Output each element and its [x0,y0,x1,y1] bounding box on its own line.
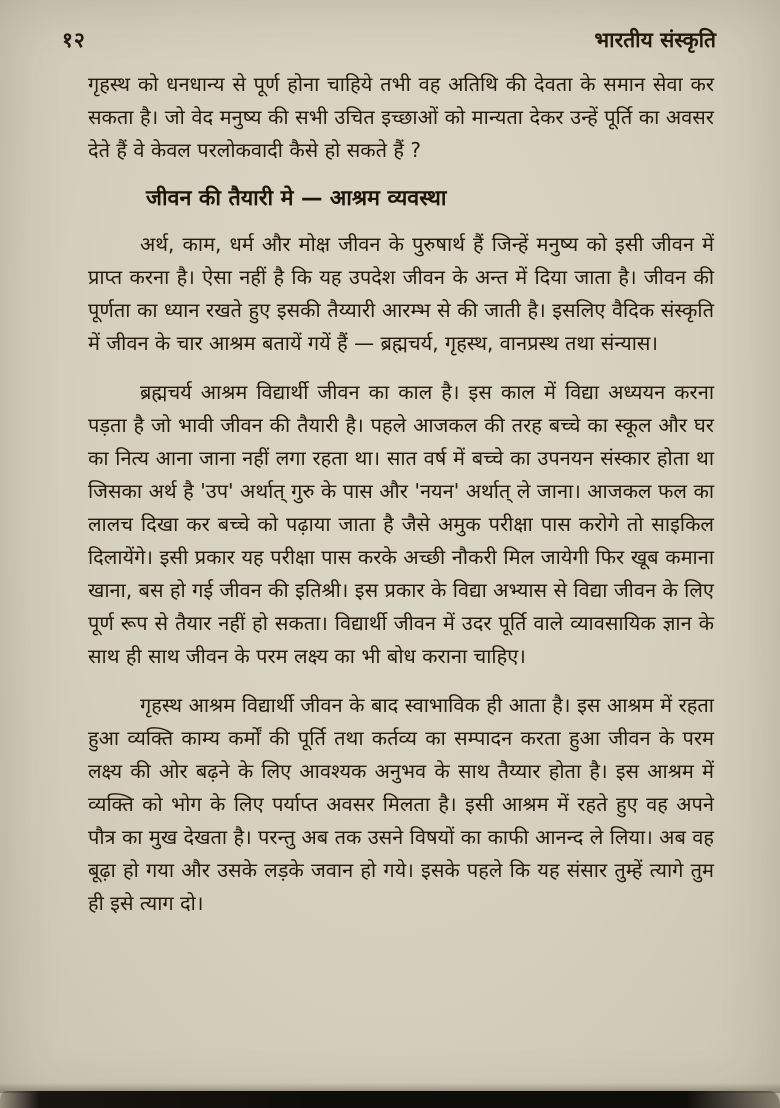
paragraph-2: अर्थ, काम, धर्म और मोक्ष जीवन के पुरुषार्थ हैं जिन्हें मनुष्य को इसी जीवन में प्राप्त करना है। ऐसा नहीं है कि यह उपदेश जीवन के अन्त में दिया जाता है। जीवन की पूर्णता का ध्यान रखते हुए इसकी तैय्यारी आरम्भ से की जाती है। इसलिए वैदिक संस्कृति में जीवन के चार आश्रम बतायें गयें हैं — ब्रह्मचर्य, गृहस्थ, वानप्रस्थ तथा संन्यास। [88,232,714,355]
paragraph-3: ब्रह्मचर्य आश्रम विद्यार्थी जीवन का काल है। इस काल में विद्या अध्ययन करना पड़ता है जो भावी जीवन की तैयारी है। पहले आजकल की तरह बच्चे का स्कूल और घर का नित्य आना जाना नहीं लगा रहता था। सात वर्ष में बच्चे का उपनयन संस्कार होता था जिसका अर्थ है 'उप' अर्थात् गुरु के पास और 'नयन' अर्थात् ले जाना। आजकल फल का लालच दिखा कर बच्चे को पढ़ाया जाता है जैसे अमुक परीक्षा पास करोगे तो साइकिल दिलायेंगे। इसी प्रकार यह परीक्षा पास करके अच्छी नौकरी मिल जायेगी फिर खूब कमाना खाना, बस हो गई जीवन की इतिश्री। इस प्रकार के विद्या अभ्यास से विद्या जीवन के लिए पूर्ण रूप से तैयार नहीं हो सकता। विद्यार्थी जीवन में उदर पूर्ति वाले व्यावसायिक ज्ञान के साथ ही साथ जीवन के परम लक्ष्य का भी बोध कराना चाहिए। [88,380,714,668]
page-body [0,54,780,920]
bottom-edge-shadow [0,1091,780,1108]
paragraph-4: गृहस्थ आश्रम विद्यार्थी जीवन के बाद स्वाभाविक ही आता है। इस आश्रम में रहता हुआ व्यक्ति काम्य कर्मों की पूर्ति तथा कर्तव्य का सम्पादन करता हुआ जीवन के परम लक्ष्य की ओर बढ़ने के लिए आवश्यक अनुभव के साथ तैय्यार होता है। इस आश्रम में व्यक्ति को भोग के लिए पर्याप्त अवसर मिलता है। इसी आश्रम में रहते हुए वह अपने पौत्र का मुख देखता है। परन्तु अब तक उसने विषयों का काफी आनन्द ले लिया। अब वह बूढ़ा हो गया और उसके लड़के जवान हो गये। इसके पहले कि यह संसार तुम्हें त्यागे तुम ही इसे त्याग दो। [88,693,714,915]
page-number: १२ [62,28,86,52]
section-heading: जीवन की तैयारी मे — आश्रम व्यवस्था [146,186,447,211]
page-header [0,0,780,54]
paragraph-1: गृहस्थ को धनधान्य से पूर्ण होना चाहिये तभी वह अतिथि की देवता के समान सेवा कर सकता है। जो वेद मनुष्य की सभी उचित इच्छाओं को मान्यता देकर उन्हें पूर्ति का अवसर देते हैं वे केवल परलोकवादी कैसे हो सकते हैं ? [88,72,714,162]
header-title: भारतीय संस्कृति [594,28,716,52]
